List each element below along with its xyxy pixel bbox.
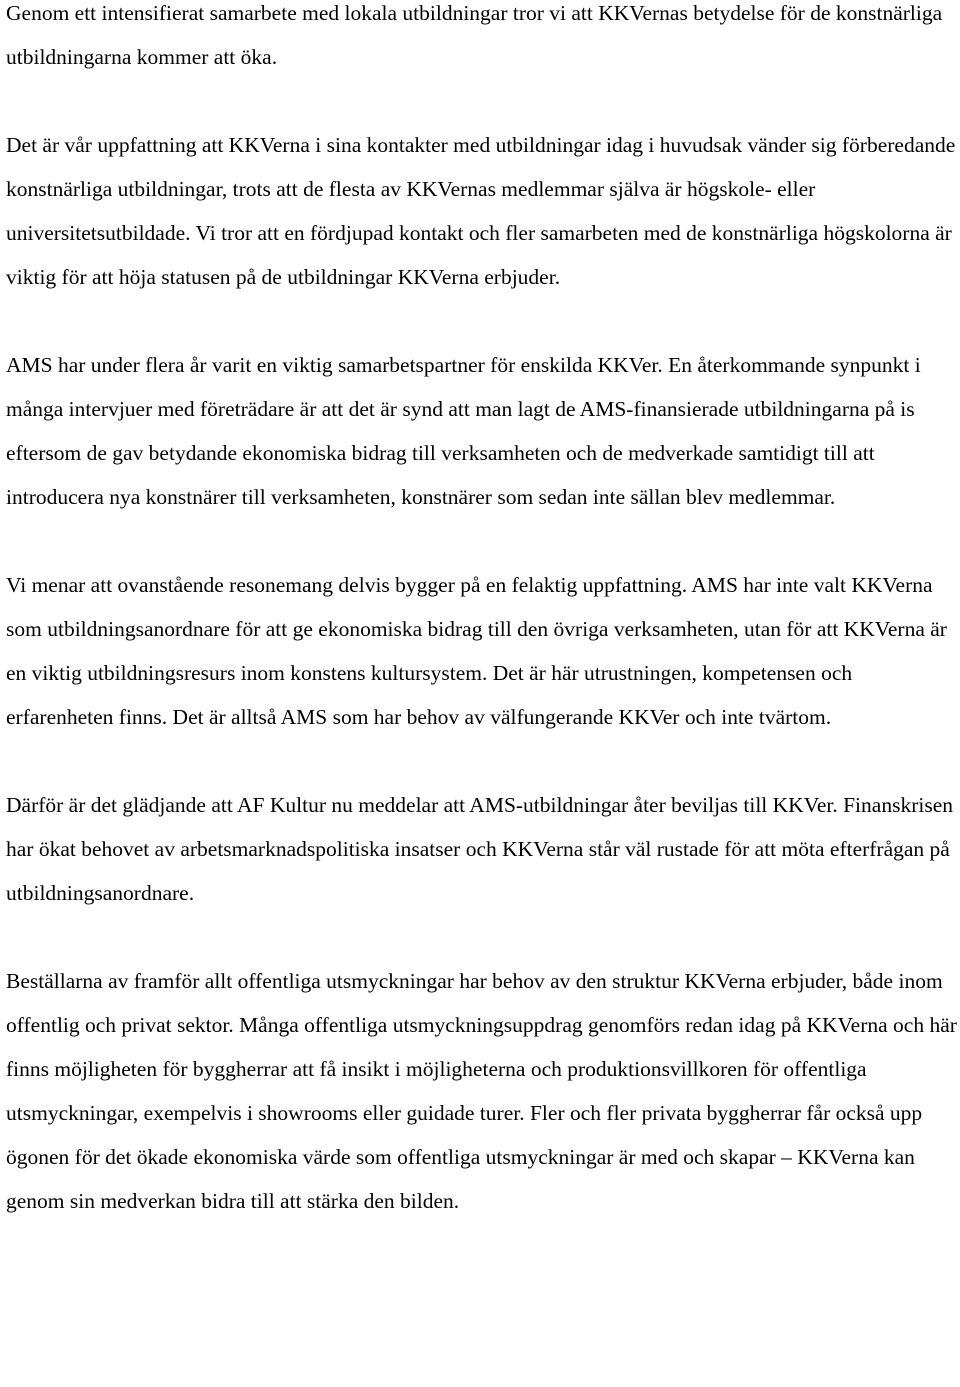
- paragraph-kontakter-utbildningar: Det är vår uppfattning att KKVerna i sina kontakter med utbildningar idag i huvudsak vänder sig förberedande konstnärliga utbildningar, trots att de flesta av KKVernas medlemmar själva är högskole- eller universitetsutbildade. Vi tror att en fördjupad kontakt och fler samarbeten med de konstnärliga högskolorna är viktig för att höja statusen på de utbildningar KKVerna erbjuder.: [6, 133, 956, 289]
- paragraph-ams-samarbete: AMS har under flera år varit en viktig samarbetspartner för enskilda KKVer. En återkommande synpunkt i många intervjuer med företrädare är att det är synd att man lagt de AMS-finansierade utbildningarna på is eftersom de gav betydande ekonomiska bidrag till verksamheten och de medverkade samtidigt till att introducera nya konstnärer till verksamheten, konstnärer som sedan inte sällan blev medlemmar.: [6, 353, 921, 509]
- paragraph-bestallarna: Beställarna av framför allt offentliga utsmyckningar har behov av den struktur KKVerna erbjuder, både inom offentlig och privat sektor. Många offentliga utsmyckningsuppdrag genomförs redan idag på KKVerna och här finns möjligheten för byggherrar att få insikt i möjligheterna och produktionsvillkoren för offentliga utsmyckningar, exempelvis i showrooms eller guidade turer. Fler och fler privata byggherrar får också upp ögonen för det ökade ekonomiska värde som offentliga utsmyckningar är med och skapar – KKVerna kan genom sin medverkan bidra till att stärka den bilden.: [6, 969, 957, 1213]
- document-page: [6, 0, 960, 1223]
- paragraph-af-kultur: Därför är det glädjande att AF Kultur nu meddelar att AMS-utbildningar åter beviljas till KKVer. Finanskrisen har ökat behovet av arbetsmarknadspolitiska insatser och KKVerna står väl rustade för att möta efterfrågan på utbildningsanordnare.: [6, 793, 953, 905]
- paragraph-lokala-utbildningar: Genom ett intensifierat samarbete med lokala utbildningar tror vi att KKVernas betydelse för de konstnärliga utbildningarna kommer att öka.: [6, 1, 943, 69]
- paragraph-resonemang: Vi menar att ovanstående resonemang delvis bygger på en felaktig uppfattning. AMS har inte valt KKVerna som utbildningsanordnare för att ge ekonomiska bidrag till den övriga verksamheten, utan för att KKVerna är en viktig utbildningsresurs inom konstens kultursystem. Det är här utrustningen, kompetensen och erfarenheten finns. Det är alltså AMS som har behov av välfungerande KKVer och inte tvärtom.: [6, 573, 947, 729]
